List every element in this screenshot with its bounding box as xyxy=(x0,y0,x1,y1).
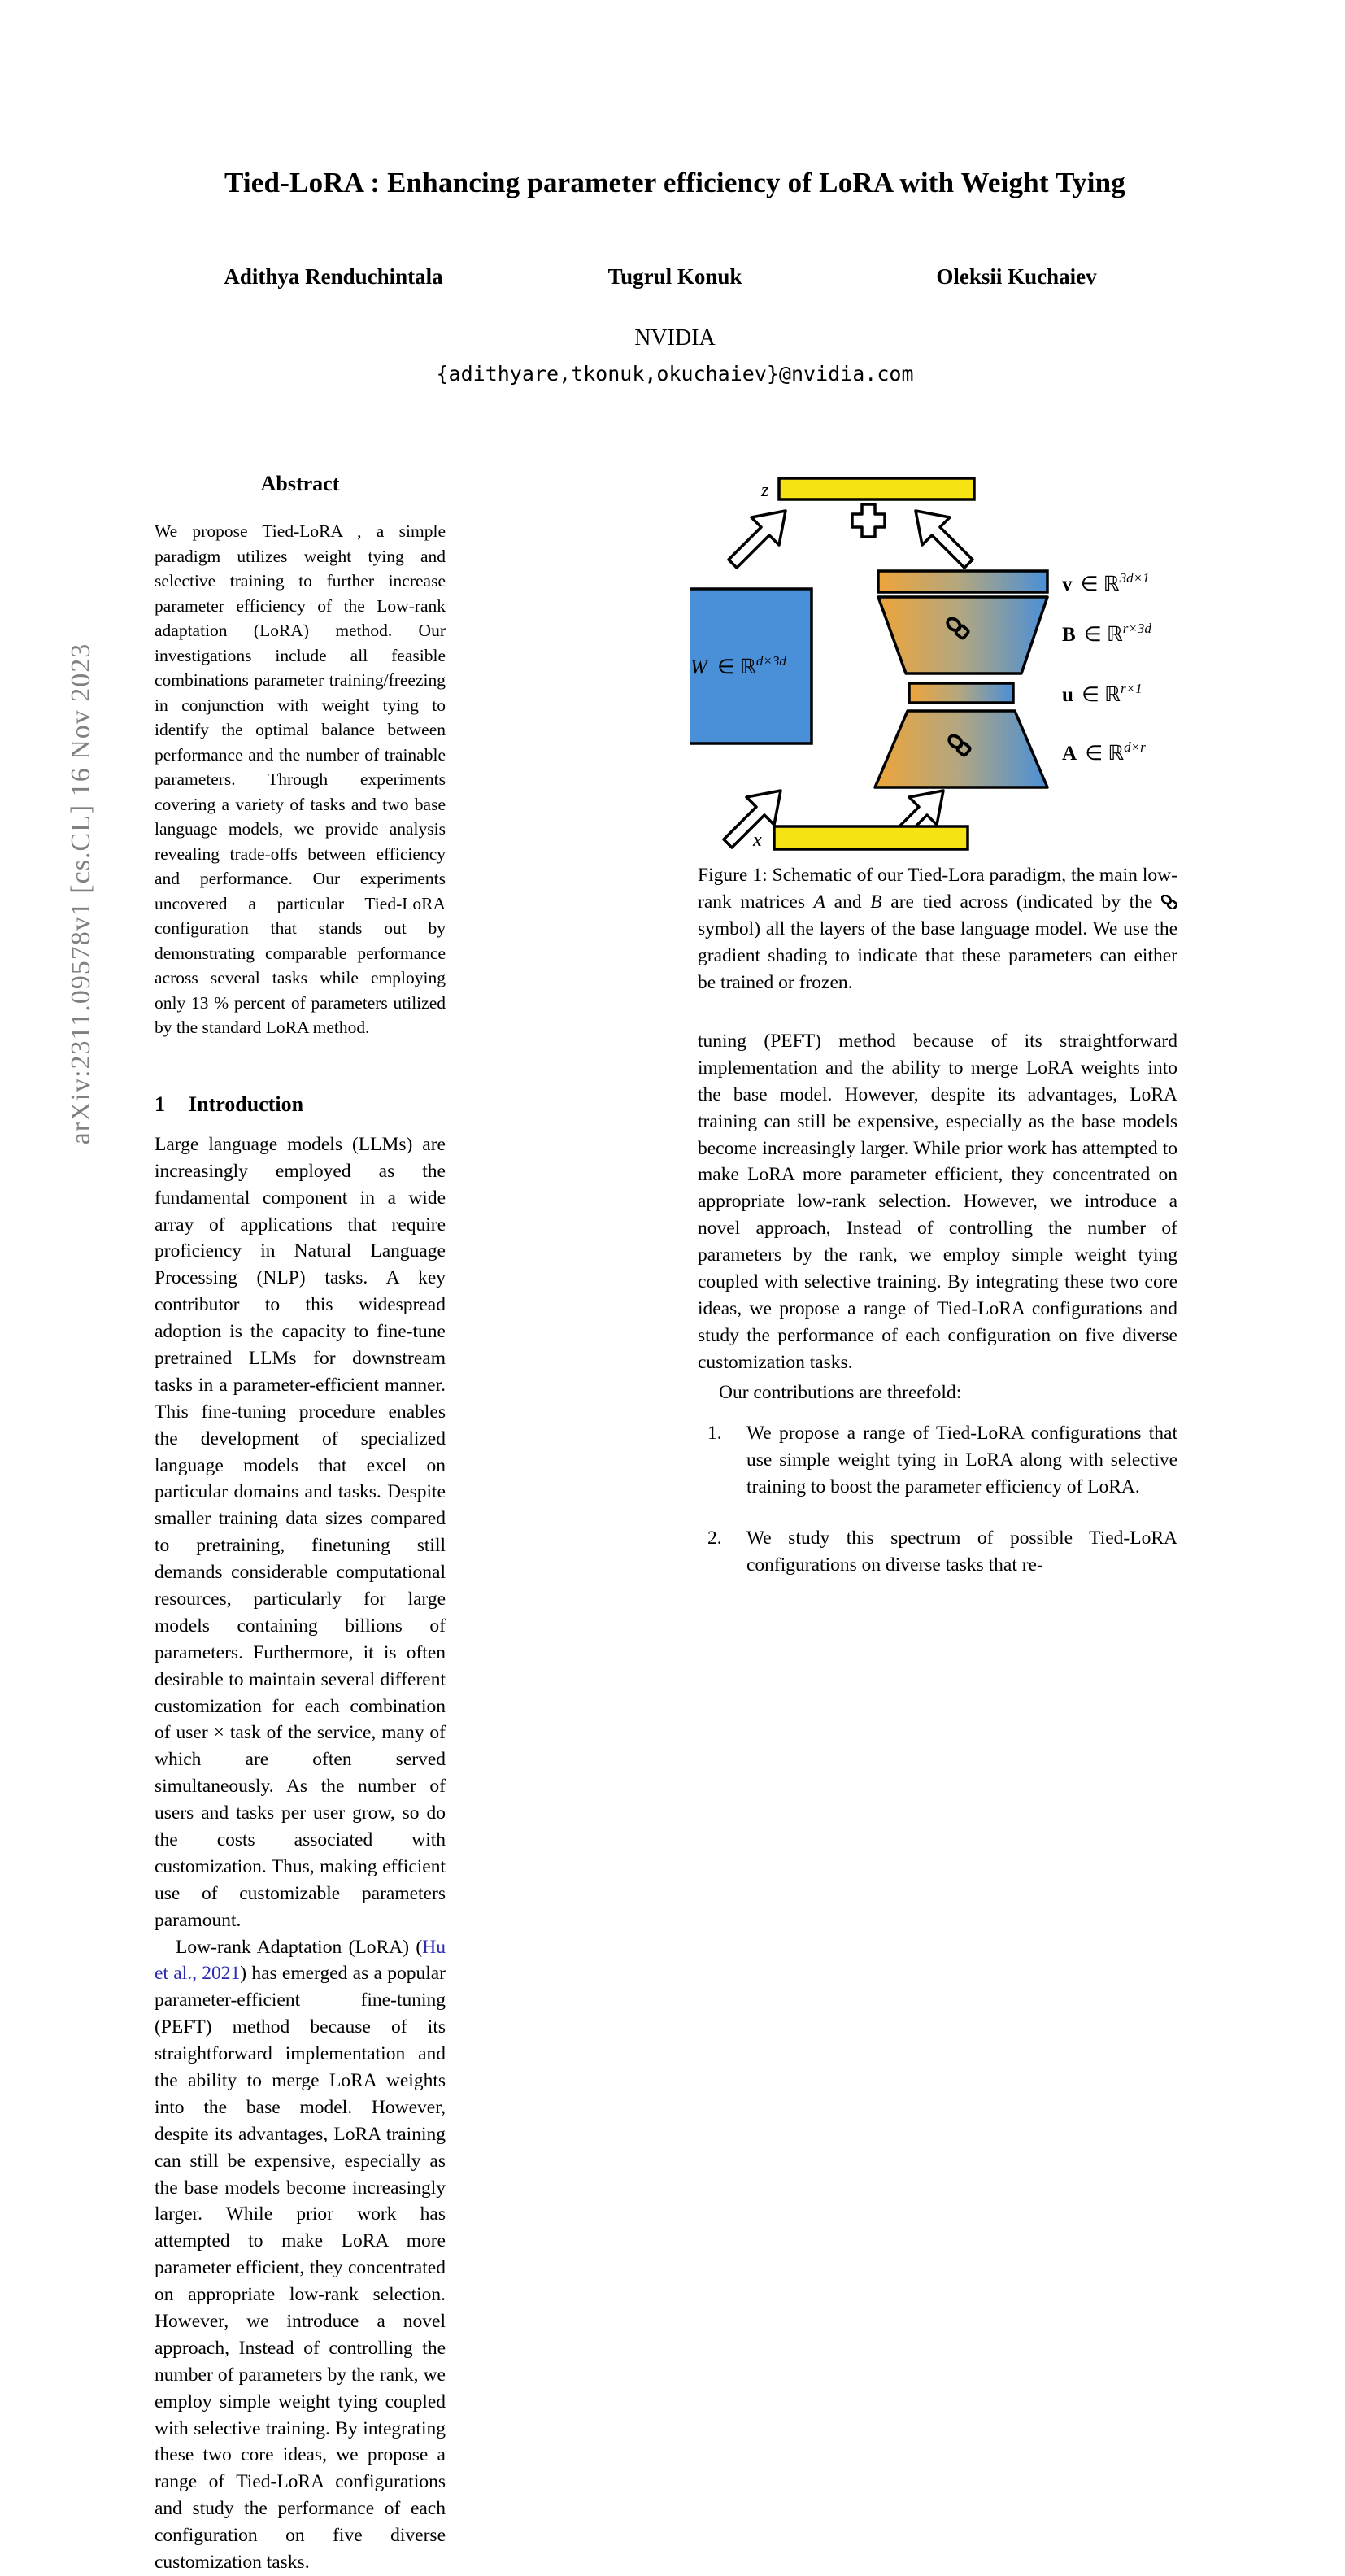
citation-link-hu-2021[interactable]: Hu et al., 2021 xyxy=(155,1936,446,1985)
author-name: Tugrul Konuk xyxy=(607,264,742,289)
contact-email: {adithyare,tkonuk,okuchaiev}@nvidia.com xyxy=(436,362,914,386)
chain-link-icon xyxy=(1161,895,1177,909)
vector-u xyxy=(909,683,1013,703)
B-label: B ∈ ℝ$^{r\times 3d}$ xyxy=(1062,621,1151,646)
u-label: u ∈ ℝ$^{r\times 1}$ xyxy=(1062,681,1143,706)
paragraph-text-post: ) has emerged as a popular parameter-efficient fine-tuning (PEFT) method because of its straightforward implementation and the ability to merge LoRA weights into the base model. However, despite its advantages, LoRA training can still be expensive, especially as the base models become increasingly larger. While prior work has attempted to make LoRA more parameter efficient, they concentrated on appropriate low-rank selection. However, we introduce a novel approach, Instead of controlling the number of parameters by the rank, we employ simple weight tying coupled with selective training. By integrating these two core ideas, we propose a range of Tied-LoRA configurations and study the performance of each configuration on five diverse customization tasks. xyxy=(155,1963,446,2574)
plus-icon xyxy=(852,504,885,537)
contributions-lead-in: Our contributions are threefold: xyxy=(719,1381,962,1403)
contributions-list xyxy=(698,1420,1177,1578)
arrow-up-left-top xyxy=(729,511,786,568)
intro-paragraph-1: Large language models (LLMs) are increasingly employed as the fundamental component in a wide array of applications that require proficiency in Natural Language Processing (NLP) tasks. A key contributor to this widespread adoption is the capacity to fine-tune pretrained LLMs for downstream tasks in a parameter-efficient manner. This fine-tuning procedure enables the development of specialized language models that excel on particular domains and tasks. Despite smaller training data sizes compared to pretraining, finetuning still demands considerable computational resources, particularly for large models containing billions of parameters. Furthermore, it is often desirable to maintain several different customization for each combination of user × task of the service, many of which are often served simultaneously. As the number of users and tasks per user grow, so do the costs associated with customization. Thus, making efficient use of customizable parameters paramount. xyxy=(155,1133,446,1931)
caption-seg-2: are tied across (indicated by the xyxy=(881,891,1161,913)
author-list xyxy=(163,264,1187,290)
author-name: Adithya Renduchintala xyxy=(224,264,443,289)
section-title: Introduction xyxy=(189,1092,304,1116)
right-column xyxy=(698,1028,1177,1603)
arrow-up-right-top xyxy=(916,511,973,568)
A-label: A ∈ ℝ$^{d\times r}$ xyxy=(1062,739,1146,765)
list-marker: 2. xyxy=(707,1528,722,1550)
page-title: Tied-LoRA : Enhancing parameter efficiency of LoRA with Weight Tying xyxy=(224,167,1126,198)
section-number: 1 xyxy=(155,1092,165,1116)
caption-seg-1: Schematic of our Tied-Lora paradigm, the main low-rank matrices xyxy=(698,865,1177,913)
list-marker: 1. xyxy=(707,1423,722,1445)
input-activation-x xyxy=(774,826,968,849)
section-heading-introduction xyxy=(155,1092,446,1117)
caption-matrix-A: A xyxy=(813,891,826,913)
W-label: W ∈ ℝ$^{d\times 3d}$ xyxy=(690,653,786,678)
lowrank-matrix-B xyxy=(878,597,1047,673)
x-label: x xyxy=(753,830,762,851)
list-item xyxy=(698,1525,1177,1579)
list-item-text: We study this spectrum of possible Tied-LoRA configurations on diverse tasks that re- xyxy=(746,1528,1177,1576)
abstract-text: We propose Tied-LoRA , a simple paradigm utilizes weight tying and selective training to further increase parameter efficiency of the Low-rank adaptation (LoRA) method. Our investigations include all feasible combinations parameter training/freezing in conjunction with weight tying to identify the optimal balance between performance and the number of trainable parameters. Through experiments covering a variety of tasks and two base language models, we provide analysis revealing trade-offs between efficiency and performance. Our experiments uncovered a particular Tied-LoRA configuration that stands out by demonstrating comparable performance across several tasks while employing only 13 % percent of parameters utilized by the standard LoRA method. xyxy=(155,521,446,1038)
z-label: z xyxy=(761,480,769,501)
list-item-text: We propose a range of Tied-LoRA configurations that use simple weight tying in LoRA along with selective training to boost the parameter efficiency of LoRA. xyxy=(746,1423,1177,1498)
caption-seg-3: symbol) all the layers of the base language model. We use the gradient shading to indicate that these parameters can either be trained or frozen. xyxy=(698,918,1177,993)
caption-matrix-B: B xyxy=(870,891,882,913)
v-label: v ∈ ℝ$^{3d\times 1}$ xyxy=(1062,570,1150,595)
output-activation-z xyxy=(779,478,974,499)
figure-label: Figure 1: xyxy=(698,865,768,886)
list-item xyxy=(698,1420,1177,1501)
abstract-heading: Abstract xyxy=(260,472,340,495)
vector-v xyxy=(878,571,1047,592)
arxiv-stamp: arXiv:2311.09578v1 [cs.CL] 16 Nov 2023 xyxy=(66,643,96,1145)
intro-paragraph-2-continued: tuning (PEFT) method because of its straightforward implementation and the ability to merge LoRA weights into the base model. However, despite its advantages, LoRA training can still be expensive, especially as the base models become increasingly larger. While prior work has attempted to make LoRA more parameter efficient, they concentrated on appropriate low-rank selection. However, we introduce a novel approach, Instead of controlling the number of parameters by the rank, we employ simple weight tying coupled with selective training. By integrating these two core ideas, we propose a range of Tied-LoRA configurations and study the performance of each configuration on five diverse customization tasks. xyxy=(698,1031,1177,1373)
lowrank-matrix-A xyxy=(875,711,1047,787)
paragraph-text-pre: Low-rank Adaptation (LoRA) ( xyxy=(176,1936,423,1958)
caption-and: and xyxy=(825,891,871,913)
arrow-up-left-bottom xyxy=(724,791,781,848)
figure-1-diagram xyxy=(690,469,1194,859)
affiliation: NVIDIA xyxy=(634,325,716,351)
intro-paragraph-2 xyxy=(155,1934,446,2576)
author-name: Oleksii Kuchaiev xyxy=(936,264,1097,289)
figure-1-caption xyxy=(698,862,1177,996)
left-column xyxy=(155,472,446,2576)
